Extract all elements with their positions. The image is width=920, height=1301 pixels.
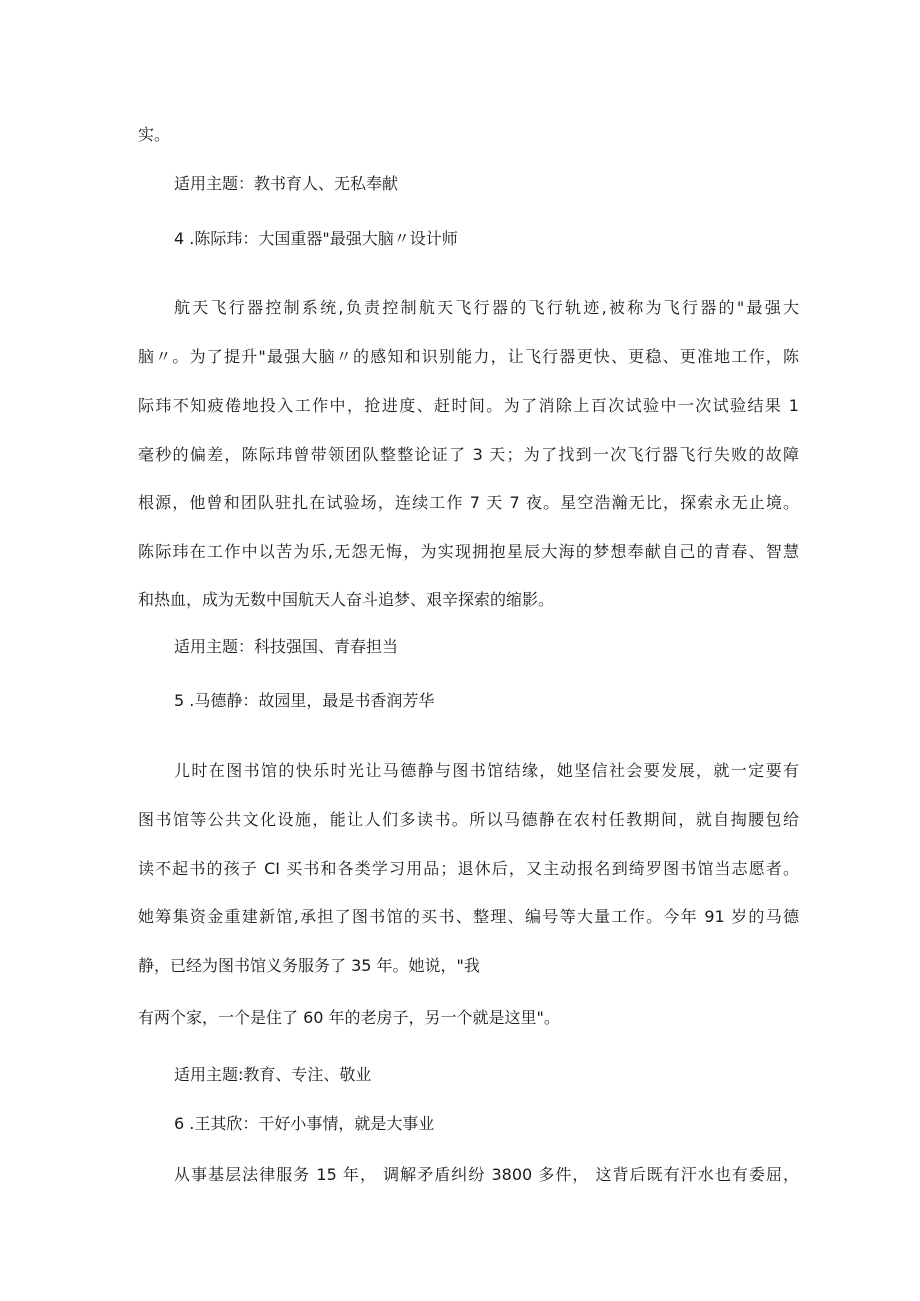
paragraph-line: 有两个家，一个是住了 60 年的老房子，另一个就是这里"。 — [138, 1008, 560, 1027]
theme-line: 适用主题:教育、专注、敬业 — [174, 1065, 372, 1084]
paragraph-line: 读不起书的孩子 CI 买书和各类学习用品；退休后，又主动报名到绮罗图书馆当志愿者。 — [138, 859, 799, 878]
paragraph-line: 图书馆等公共文化设施，能让人们多读书。所以马德静在农村任教期间，就自掏腰包给 — [138, 810, 799, 829]
section-heading: 4 .陈际玮：大国重器"最强大脑〃设计师 — [174, 229, 458, 248]
paragraph-line: 际玮不知疲倦地投入工作中，抢进度、赶时间。为了消除上百次试验中一次试验结果 1 — [138, 396, 799, 415]
paragraph-line: 和热血，成为无数中国航天人奋斗追梦、艰辛探索的缩影。 — [138, 590, 555, 609]
theme-line: 适用主题：教书育人、无私奉献 — [174, 174, 399, 193]
theme-line: 适用主题：科技强国、青春担当 — [174, 637, 399, 656]
paragraph-line: 实。 — [138, 125, 171, 144]
paragraph-line: 静，已经为图书馆义务服务了 35 年。她说，"我 — [138, 956, 480, 975]
paragraph-line: 航天飞行器控制系统,负责控制航天飞行器的飞行轨迹,被称为飞行器的"最强大 — [174, 298, 799, 317]
paragraph-line: 脑〃。为了提升"最强大脑〃的感知和识别能力，让飞行器更快、更稳、更准地工作，陈 — [138, 347, 799, 366]
section-heading: 6 .王其欣：干好小事情，就是大事业 — [174, 1114, 435, 1133]
paragraph-line: 毫秒的偏差，陈际玮曾带领团队整整论证了 3 天；为了找到一次飞行器飞行失败的故障 — [138, 445, 799, 464]
paragraph-line: 她筹集资金重建新馆,承担了图书馆的买书、整理、编号等大量工作。今年 91 岁的马德 — [138, 907, 799, 926]
paragraph-line: 儿时在图书馆的快乐时光让马德静与图书馆结缘，她坚信社会要发展，就一定要有 — [174, 761, 799, 780]
paragraph-line: 陈际玮在工作中以苦为乐,无怨无悔，为实现拥抱星辰大海的梦想奉献自己的青春、智慧 — [138, 542, 799, 561]
paragraph-line: 从事基层法律服务 15 年， 调解矛盾纠纷 3800 多件， 这背后既有汗水也有委屈， — [174, 1165, 799, 1184]
section-heading: 5 .马德静：故园里，最是书香润芳华 — [174, 691, 435, 710]
paragraph-line: 根源，他曾和团队驻扎在试验场，连续工作 7 天 7 夜。星空浩瀚无比，探索永无止境。 — [138, 493, 799, 512]
